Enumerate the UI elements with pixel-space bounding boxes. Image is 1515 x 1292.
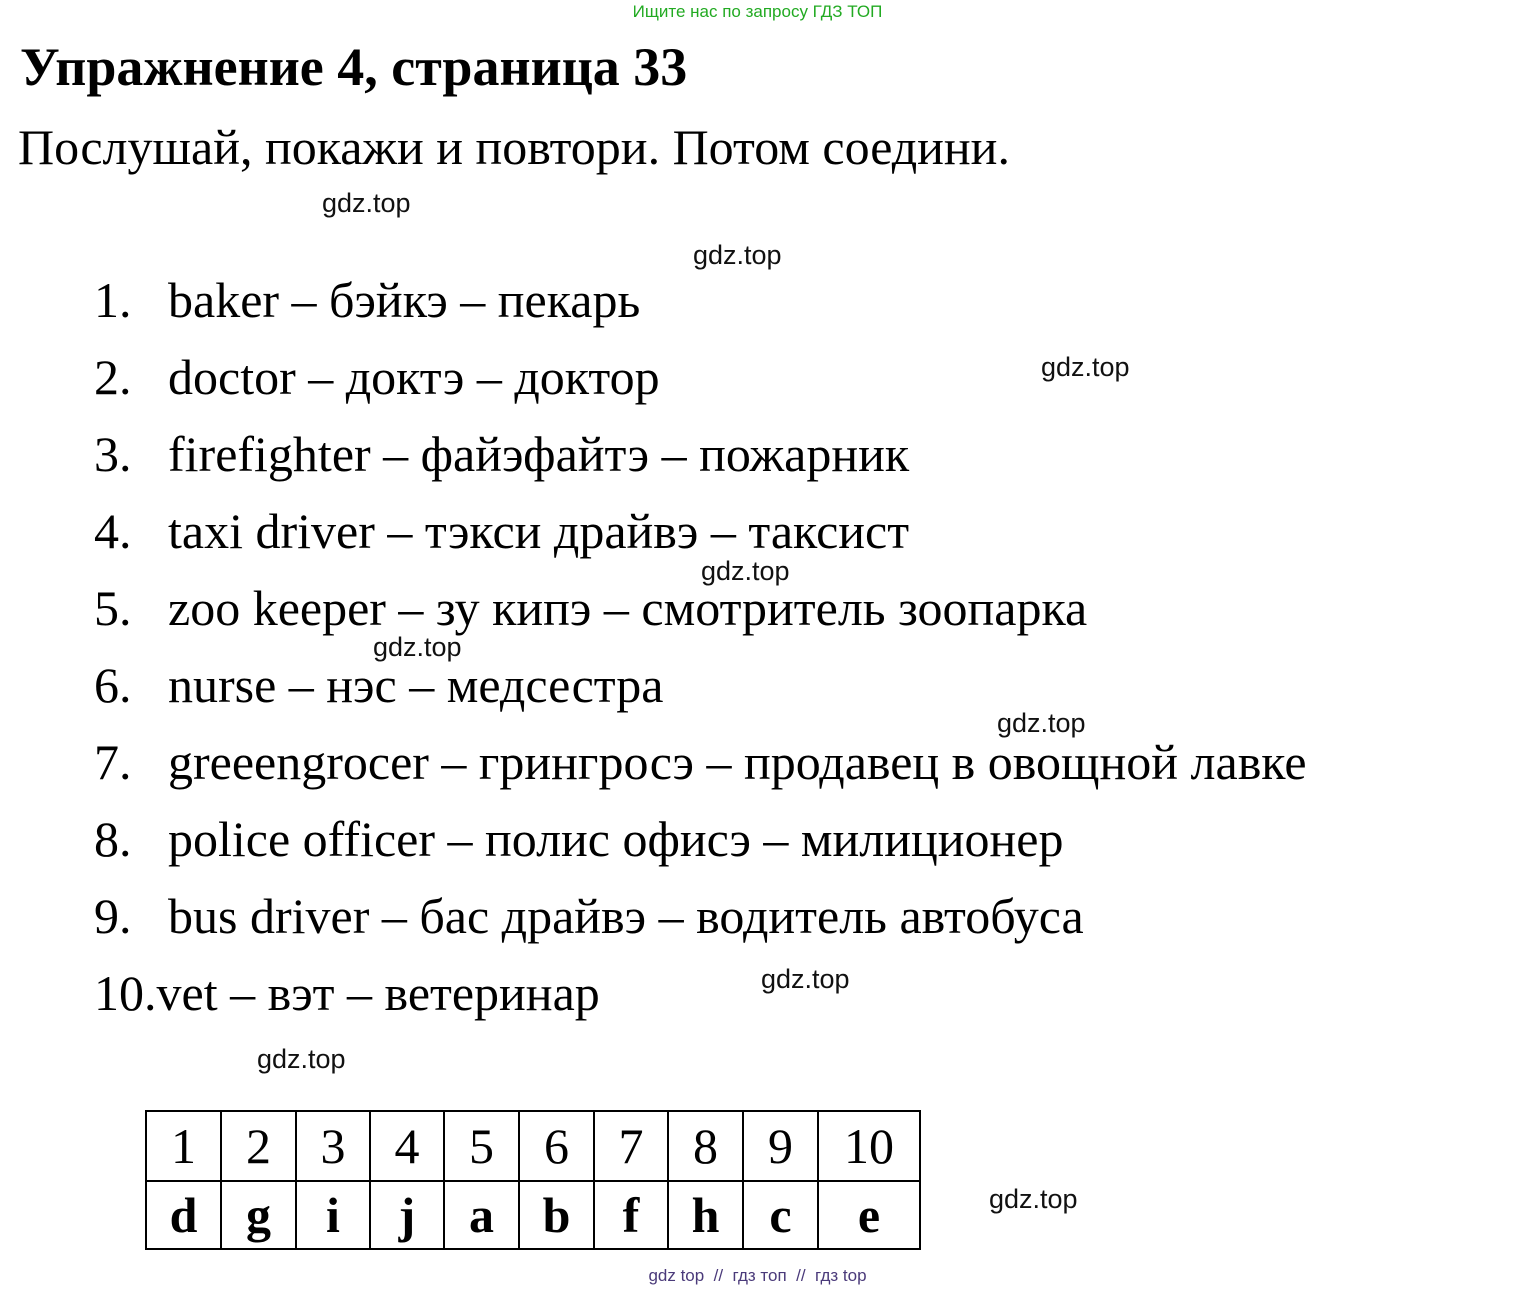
answer-cell: i (296, 1181, 370, 1249)
item-number: 4. (94, 503, 132, 559)
header-cell: 5 (444, 1111, 519, 1181)
list-item (94, 886, 1307, 963)
header-cell: 2 (221, 1111, 296, 1181)
item-text: vet – вэт – ветеринар (156, 965, 600, 1021)
page-title: Упражнение 4, страница 33 (20, 37, 688, 97)
header-cell: 7 (594, 1111, 668, 1181)
header-cell: 3 (296, 1111, 370, 1181)
list-item (94, 655, 1307, 732)
item-number: 3. (94, 426, 132, 482)
header-cell: 9 (743, 1111, 818, 1181)
answer-cell: d (146, 1181, 221, 1249)
item-number: 10. (94, 965, 157, 1021)
watermark: gdz.top (761, 964, 850, 994)
watermark: gdz.top (701, 556, 790, 586)
header-cell: 8 (668, 1111, 743, 1181)
list-item (94, 732, 1307, 809)
header-cell: 1 (146, 1111, 221, 1181)
vocabulary-list (94, 270, 1307, 1040)
watermark: gdz.top (1041, 352, 1130, 382)
answer-cell: f (594, 1181, 668, 1249)
answer-cell: g (221, 1181, 296, 1249)
item-text: zoo keeper – зу кипэ – смотритель зоопарка (168, 580, 1088, 636)
list-item (94, 578, 1307, 655)
item-text: doctor – доктэ – доктор (168, 349, 660, 405)
item-number: 2. (94, 349, 132, 405)
item-text: bus driver – бас драйвэ – водитель автобуса (168, 888, 1084, 944)
answer-table-header-row (146, 1111, 920, 1181)
answer-table (145, 1110, 921, 1250)
item-text: police officer – полис офисэ – милиционер (168, 811, 1064, 867)
item-number: 5. (94, 580, 132, 636)
header-cell: 10 (818, 1111, 920, 1181)
list-item (94, 809, 1307, 886)
list-item (94, 270, 1307, 347)
answer-cell: b (519, 1181, 594, 1249)
list-item (94, 963, 1307, 1040)
footer-text: gdz top // гдз топ // гдз top (648, 1266, 867, 1285)
item-number: 8. (94, 811, 132, 867)
watermark: gdz.top (257, 1044, 346, 1074)
answer-cell: e (818, 1181, 920, 1249)
item-number: 1. (94, 272, 132, 328)
answer-cell: a (444, 1181, 519, 1249)
header-cell: 6 (519, 1111, 594, 1181)
list-item (94, 501, 1307, 578)
item-text: nurse – нэс – медсестра (168, 657, 664, 713)
list-item (94, 347, 1307, 424)
item-text: baker – бэйкэ – пекарь (168, 272, 641, 328)
list-item (94, 424, 1307, 501)
answer-cell: h (668, 1181, 743, 1249)
watermark: gdz.top (373, 632, 462, 662)
answer-cell: c (743, 1181, 818, 1249)
header-cell: 4 (370, 1111, 444, 1181)
answer-table-answer-row (146, 1181, 920, 1249)
watermark: gdz.top (997, 708, 1086, 738)
item-number: 9. (94, 888, 132, 944)
item-number: 6. (94, 657, 132, 713)
item-text: taxi driver – тэкси драйвэ – таксист (168, 503, 910, 559)
watermark: gdz.top (693, 240, 782, 270)
answer-cell: j (370, 1181, 444, 1249)
watermark: gdz.top (322, 188, 411, 218)
watermark: gdz.top (989, 1184, 1078, 1214)
instruction-text: Послушай, покажи и повтори. Потом соедини. (18, 119, 1010, 175)
item-text: greeengrocer – грингросэ – продавец в овощной лавке (168, 734, 1307, 790)
item-number: 7. (94, 734, 132, 790)
item-text: firefighter – файэфайтэ – пожарник (168, 426, 910, 482)
top-banner: Ищите нас по запросу ГДЗ ТОП (632, 2, 883, 21)
